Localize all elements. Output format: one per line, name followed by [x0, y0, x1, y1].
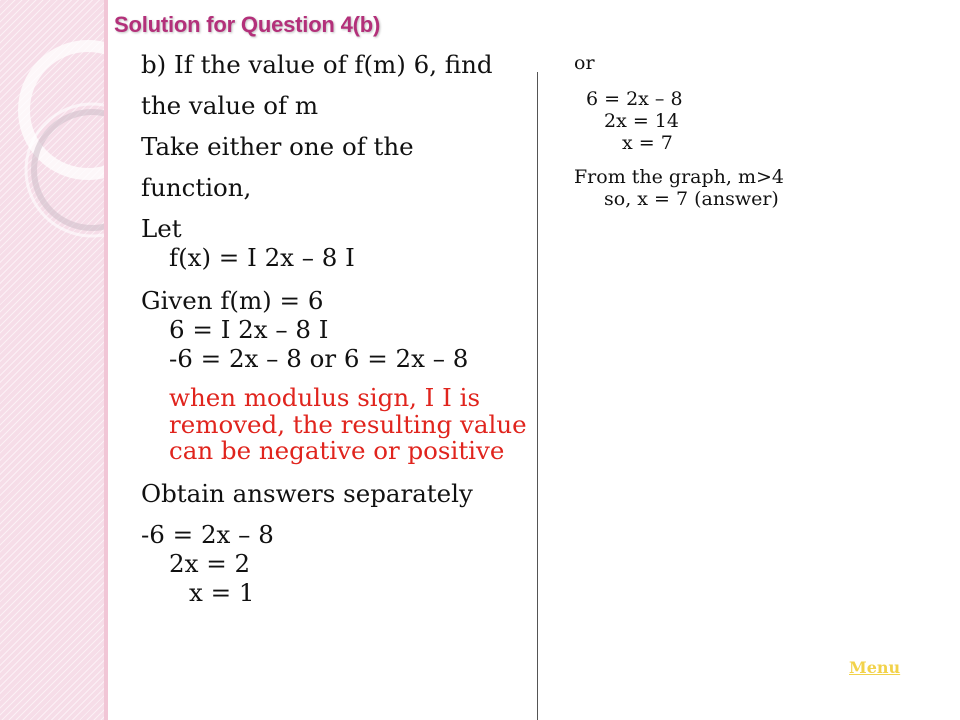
equation-line-1: 6 = I 2x – 8 I [169, 315, 329, 344]
modulus-note: when modulus sign, I I is removed, the resulting value can be negative or positive [169, 383, 527, 465]
function-definition: f(x) = I 2x – 8 I [169, 243, 355, 272]
separate-answers-line: Obtain answers separately [141, 478, 473, 508]
or-line: or [574, 52, 595, 74]
solve-line-3: x = 1 [189, 577, 255, 607]
sidebar-edge [104, 0, 108, 720]
instruction-line-2: function, [141, 173, 252, 202]
question-line-1: b) If the value of f(m) 6, find [141, 50, 493, 79]
alt-equation-line-3: x = 7 [622, 132, 673, 154]
right-column [574, 52, 934, 210]
equation-line-2: -6 = 2x – 8 or 6 = 2x – 8 [169, 344, 469, 373]
given-line: Given f(m) = 6 [141, 286, 324, 315]
decorative-circles [0, 0, 108, 720]
graph-condition-line: From the graph, m>4 [574, 166, 784, 188]
final-answer-line: so, x = 7 (answer) [604, 188, 779, 210]
alt-equation-line-2: 2x = 14 [604, 110, 679, 132]
alt-equation-line-1: 6 = 2x – 8 [586, 88, 683, 110]
slide-title: Solution for Question 4(b) [114, 12, 381, 37]
decorative-sidebar [0, 0, 108, 720]
solve-line-1: -6 = 2x – 8 [141, 519, 274, 549]
menu-link[interactable]: Menu [849, 658, 901, 677]
let-line: Let [141, 214, 182, 243]
solve-line-2: 2x = 2 [169, 548, 251, 578]
instruction-line-1: Take either one of the [141, 132, 414, 161]
question-line-2: the value of m [141, 91, 319, 120]
column-divider [537, 72, 538, 720]
left-column [141, 50, 537, 607]
